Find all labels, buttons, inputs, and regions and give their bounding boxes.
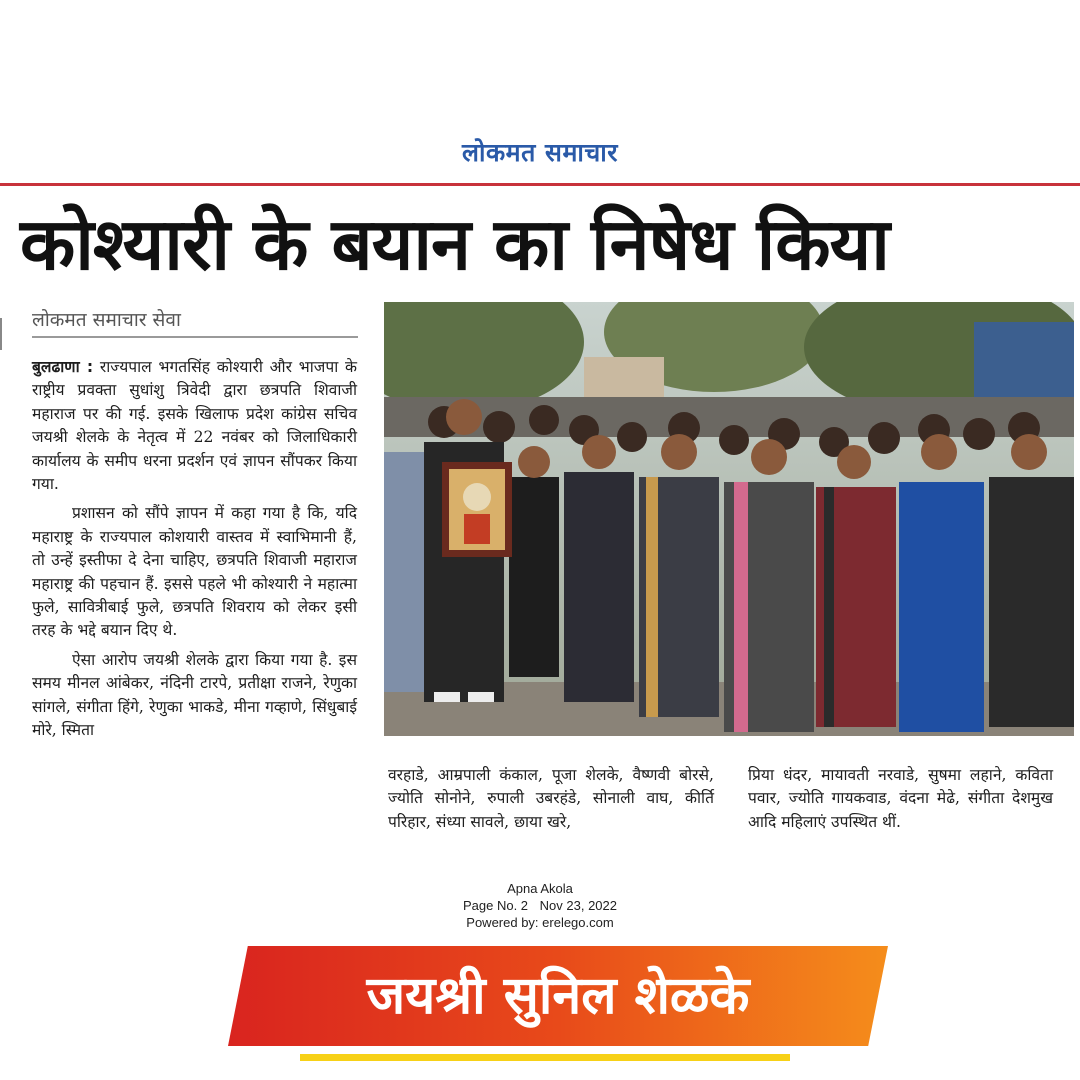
- page-info: [0, 897, 1080, 914]
- article-column-1: [32, 356, 357, 743]
- page-footer: [0, 880, 1080, 931]
- masthead-rule: [0, 183, 1080, 186]
- powered-by: Powered by: erelego.com: [466, 915, 614, 930]
- dateline: बुलढाणा :: [32, 358, 94, 376]
- page-number: Page No. 2: [462, 898, 529, 913]
- masthead: लोकमत समाचार: [462, 138, 618, 167]
- banner-name: जयश्री सुनिल शेळके: [366, 966, 750, 1026]
- article-paragraph-2: प्रशासन को सौंपे ज्ञापन में कहा गया है कि, यदि महाराष्ट्र के राज्यपाल कोशयारी वास्तव में स्वाभिमानी हैं, तो उन्हें इस्तीफा दे देना चाहिए, छत्रपति शिवाजी महाराज महाराष्ट्र की पहचान हैं. इससे पहले भी कोश्यारी ने महात्मा फुले, सावित्रीबाई फुले, छत्रपति शिवराय को लेकर इसी तरह के भद्दे बयान दिए थे.: [32, 504, 357, 640]
- publication-name: Apna Akola: [507, 881, 573, 896]
- news-photo: [384, 302, 1074, 736]
- group-photo-illustration: [384, 302, 1074, 736]
- paragraph-1-text: राज्यपाल भगतसिंह कोश्यारी और भाजपा के राष्ट्रीय प्रवक्ता सुधांशु त्रिवेदी द्वारा छत्रपति शिवाजी महाराज पर की गई. इसके खिलाफ प्रदेश कांग्रेस सचिव जयश्री शेलके के नेतृत्व में 22 नवंबर को जिलाधिकारी कार्यालय के समीप धरना प्रदर्शन एवं ज्ञापन सौंपकर किया गया.: [32, 358, 357, 494]
- article-column-2: वरहाडे, आम्रपाली कंकाल, पूजा शेलके, वैष्णवी बोरसे, ज्योति सोनोने, रुपाली उबरहंडे, सोनाली वाघ, कीर्ति परिहार, संध्या सावले, छाया खरे,: [388, 766, 714, 831]
- article-paragraph-1: [32, 356, 357, 496]
- headline: कोश्यारी के बयान का निषेध किया: [20, 202, 889, 286]
- publish-date: Nov 23, 2022: [539, 898, 617, 913]
- byline: लोकमत समाचार सेवा: [32, 304, 358, 338]
- article-column-3: प्रिया धंदर, मायावती नरवाडे, सुषमा लहाने, कविता पवार, ज्योति गायकवाड, वंदना मेढे, संगीता देशमुख आदि महिलाएं उपस्थित थीं.: [748, 766, 1053, 831]
- name-banner: [228, 946, 888, 1046]
- article-paragraph-3: ऐसा आरोप जयश्री शेलके द्वारा किया गया है. इस समय मीनल आंबेकर, नंदिनी टारपे, प्रतीक्षा राजने, रेणुका सांगले, संगीता हिंगे, रेणुका भाकडे, मीना गव्हाणे, सिंधुबाई मोरे, स्मिता: [32, 650, 357, 740]
- banner-underline: [300, 1054, 790, 1061]
- column-marker: [0, 318, 4, 350]
